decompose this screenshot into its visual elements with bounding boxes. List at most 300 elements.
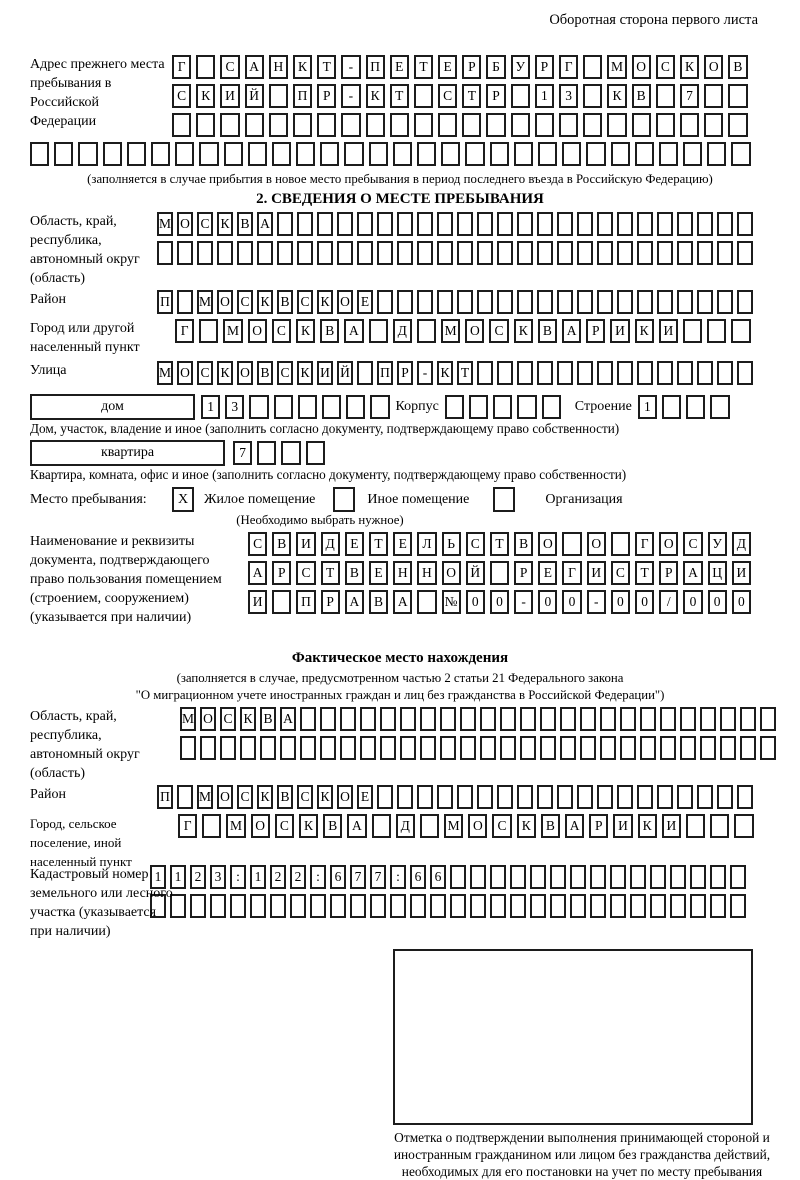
char-cell [690, 865, 706, 889]
char-cell: - [417, 361, 433, 385]
cell-row-kadastr-1 [150, 865, 770, 889]
char-cell [697, 212, 713, 236]
char-cell: К [437, 361, 453, 385]
char-cell [369, 142, 388, 166]
char-cell [557, 241, 573, 265]
char-cell [562, 142, 581, 166]
char-cell [657, 212, 673, 236]
char-cell [670, 894, 686, 918]
char-cell: О [200, 707, 216, 731]
char-cell: Т [457, 361, 473, 385]
char-cell [360, 707, 376, 731]
char-cell [277, 241, 293, 265]
char-cell [511, 113, 530, 137]
field-ulitsa [30, 361, 770, 390]
char-cell [281, 441, 300, 465]
char-cell [680, 707, 696, 731]
char-cell: П [293, 84, 312, 108]
char-cell [437, 241, 453, 265]
cell-row-fact-gorod [178, 814, 770, 838]
char-cell: Т [490, 532, 509, 556]
char-cell: Р [462, 55, 481, 79]
char-cell [417, 290, 433, 314]
char-cell: Б [486, 55, 505, 79]
char-cell: Ц [708, 561, 727, 585]
char-cell [380, 707, 396, 731]
char-cell: 1 [638, 395, 657, 419]
char-cell [686, 814, 705, 838]
char-cell [610, 894, 626, 918]
char-cell [357, 361, 373, 385]
prev-address-caption: (заполняется в случае прибытия в новое место пребывания в период последнего въезда в Российскую Федерацию) [87, 172, 713, 186]
gorod-label: Город или другой населенный пункт [30, 321, 140, 355]
char-cell [490, 865, 506, 889]
char-cell [202, 814, 221, 838]
char-cell [440, 707, 456, 731]
char-cell: 0 [562, 590, 581, 614]
char-cell: Д [732, 532, 751, 556]
char-cell [390, 894, 406, 918]
char-cell [637, 241, 653, 265]
char-cell [734, 814, 753, 838]
field-gorod [30, 319, 770, 361]
char-cell [417, 212, 433, 236]
char-cell [730, 865, 746, 889]
char-cell: Р [659, 561, 678, 585]
char-cell [369, 319, 388, 343]
char-cell [437, 785, 453, 809]
char-cell [717, 785, 733, 809]
char-cell [677, 241, 693, 265]
char-cell [380, 736, 396, 760]
char-cell [700, 707, 716, 731]
char-cell: М [607, 55, 626, 79]
char-cell: Е [357, 785, 373, 809]
char-cell [240, 736, 256, 760]
char-cell [490, 894, 506, 918]
char-cell [737, 241, 753, 265]
cell-row-fact-raion [157, 785, 770, 809]
char-cell: О [442, 561, 461, 585]
char-cell [657, 290, 673, 314]
char-cell: Т [317, 55, 336, 79]
char-cell [400, 736, 416, 760]
char-cell: О [177, 361, 193, 385]
char-cell: А [344, 319, 363, 343]
char-cell [457, 290, 473, 314]
char-cell [697, 361, 713, 385]
char-cell [717, 212, 733, 236]
char-cell: С [438, 84, 457, 108]
char-cell [490, 142, 509, 166]
header-note: Оборотная сторона первого листа [549, 12, 758, 28]
char-cell [410, 894, 426, 918]
char-cell [377, 785, 393, 809]
char-cell [293, 113, 312, 137]
fact-oblast-label: Область, край, республика, автономный округ (область) [30, 709, 140, 781]
char-cell [497, 212, 513, 236]
char-cell: У [511, 55, 530, 79]
char-cell [537, 241, 553, 265]
char-cell: Е [438, 55, 457, 79]
char-cell [397, 241, 413, 265]
char-cell: М [197, 290, 213, 314]
dom-caption: Дом, участок, владение и иное (заполнить согласно документу, подтверждающему право собственности) [30, 421, 620, 436]
char-cell: С [611, 561, 630, 585]
char-cell: К [514, 319, 533, 343]
char-cell [517, 241, 533, 265]
char-cell [357, 241, 373, 265]
char-cell [296, 142, 315, 166]
char-cell: С [272, 319, 291, 343]
char-cell [620, 707, 636, 731]
char-cell [577, 212, 593, 236]
char-cell [637, 361, 653, 385]
char-cell [230, 894, 246, 918]
char-cell [470, 894, 486, 918]
char-cell: А [257, 212, 273, 236]
char-cell: / [659, 590, 678, 614]
fact-raion-label: Район [30, 787, 66, 802]
char-cell [677, 361, 693, 385]
char-cell [462, 113, 481, 137]
mesto-note: (Необходимо выбрать нужное) [236, 513, 404, 527]
char-cell [710, 814, 729, 838]
char-cell: О [468, 814, 487, 838]
char-cell [577, 361, 593, 385]
char-cell: С [296, 561, 315, 585]
field-fact-oblast [30, 707, 770, 785]
char-cell: В [277, 785, 293, 809]
char-cell [470, 865, 486, 889]
char-cell [731, 319, 750, 343]
char-cell [477, 290, 493, 314]
fact-note-2: "О миграционном учете иностранных граждан и лиц без гражданства в Российской Федерации") [135, 688, 665, 702]
char-cell: Г [175, 319, 194, 343]
char-cell [597, 212, 613, 236]
char-cell [760, 707, 776, 731]
char-cell: Е [357, 290, 373, 314]
char-cell [420, 814, 439, 838]
char-cell [500, 736, 516, 760]
char-cell: О [337, 785, 353, 809]
char-cell [514, 142, 533, 166]
char-cell: : [390, 865, 406, 889]
fact-note-1: (заполняется в случае, предусмотренном частью 2 статьи 21 Федерального закона [176, 671, 624, 685]
char-cell: Е [393, 532, 412, 556]
char-cell: Т [414, 55, 433, 79]
char-cell [677, 290, 693, 314]
char-cell: Р [514, 561, 533, 585]
char-cell [737, 290, 753, 314]
char-cell: У [708, 532, 727, 556]
char-cell [597, 785, 613, 809]
char-cell: О [248, 319, 267, 343]
char-cell [731, 142, 750, 166]
char-cell [657, 361, 673, 385]
char-cell [298, 395, 317, 419]
char-cell: А [347, 814, 366, 838]
char-cell [457, 212, 473, 236]
char-cell [720, 736, 736, 760]
field-fact-raion [30, 785, 770, 814]
char-cell [520, 736, 536, 760]
char-cell: М [444, 814, 463, 838]
char-cell: 7 [680, 84, 699, 108]
char-cell: 3 [559, 84, 578, 108]
field-raion [30, 290, 770, 319]
char-cell: П [157, 785, 173, 809]
char-cell [562, 532, 581, 556]
char-cell: К [680, 55, 699, 79]
char-cell [248, 142, 267, 166]
char-cell: 0 [732, 590, 751, 614]
char-cell [199, 319, 218, 343]
char-cell [497, 241, 513, 265]
char-cell [269, 84, 288, 108]
char-cell [617, 241, 633, 265]
char-cell [670, 865, 686, 889]
char-cell [637, 212, 653, 236]
char-cell [637, 785, 653, 809]
char-cell: В [257, 361, 273, 385]
char-cell [740, 707, 756, 731]
char-cell: - [587, 590, 606, 614]
char-cell [677, 785, 693, 809]
char-cell [417, 590, 436, 614]
char-cell [377, 290, 393, 314]
cell-row-kadastr-2 [150, 894, 770, 918]
char-cell: В [277, 290, 293, 314]
char-cell: 0 [635, 590, 654, 614]
char-cell [760, 736, 776, 760]
char-cell: К [217, 212, 233, 236]
char-cell: П [157, 290, 173, 314]
char-cell: С [466, 532, 485, 556]
char-cell [517, 290, 533, 314]
char-cell [245, 113, 264, 137]
char-cell: Г [178, 814, 197, 838]
char-cell: 0 [466, 590, 485, 614]
kvartira-namebox: квартира [30, 440, 225, 466]
char-cell [224, 142, 243, 166]
char-cell [420, 707, 436, 731]
char-cell: Г [559, 55, 578, 79]
char-cell: : [230, 865, 246, 889]
char-cell: А [248, 561, 267, 585]
char-cell [597, 361, 613, 385]
char-cell: О [538, 532, 557, 556]
char-cell [704, 113, 723, 137]
char-cell [497, 290, 513, 314]
stamp-caption: Отметка о подтверждении выполнения принимающей стороной и иностранным гражданином или лицом без гражданства действий, необходимых для его постановки на учет по месту пребывания [393, 1130, 771, 1179]
char-cell: А [345, 590, 364, 614]
char-cell [290, 894, 306, 918]
char-cell [630, 894, 646, 918]
char-cell [686, 395, 705, 419]
char-cell [257, 441, 276, 465]
char-cell [477, 785, 493, 809]
char-cell [611, 532, 630, 556]
char-cell [437, 212, 453, 236]
char-cell [310, 894, 326, 918]
char-cell: Е [369, 561, 388, 585]
char-cell: К [196, 84, 215, 108]
char-cell: С [275, 814, 294, 838]
dom-namebox: дом [30, 394, 195, 420]
char-cell [730, 894, 746, 918]
char-cell [710, 865, 726, 889]
char-cell: К [366, 84, 385, 108]
char-cell [570, 865, 586, 889]
char-cell [597, 241, 613, 265]
char-cell [414, 113, 433, 137]
option-organizatsiya-label: Организация [545, 491, 623, 507]
char-cell [656, 113, 675, 137]
document-label: Наименование и реквизиты документа, подтверждающего право пользования помещением (строением, сооружением) (указывается при наличии) [30, 534, 222, 625]
cell-row-raion [157, 290, 770, 314]
stamp-box [393, 949, 753, 1125]
char-cell: С [683, 532, 702, 556]
char-cell [704, 84, 723, 108]
char-cell [460, 707, 476, 731]
char-cell: Т [369, 532, 388, 556]
char-cell [480, 736, 496, 760]
char-cell [151, 142, 170, 166]
char-cell: С [297, 785, 313, 809]
char-cell [237, 241, 253, 265]
char-cell: В [323, 814, 342, 838]
char-cell: Л [417, 532, 436, 556]
char-cell [430, 894, 446, 918]
char-cell [317, 241, 333, 265]
char-cell [635, 142, 654, 166]
char-cell: Е [538, 561, 557, 585]
char-cell [650, 894, 666, 918]
cell-row-prev-address-1 [172, 55, 770, 79]
char-cell [390, 113, 409, 137]
char-cell: И [296, 532, 315, 556]
char-cell: - [341, 55, 360, 79]
char-cell [220, 113, 239, 137]
char-cell [257, 241, 273, 265]
char-cell: К [317, 290, 333, 314]
char-cell [277, 212, 293, 236]
char-cell [662, 395, 681, 419]
char-cell [737, 361, 753, 385]
char-cell [320, 736, 336, 760]
char-cell [570, 894, 586, 918]
char-cell [640, 707, 656, 731]
char-cell: О [217, 785, 233, 809]
char-cell [583, 84, 602, 108]
char-cell [617, 290, 633, 314]
char-cell: Н [393, 561, 412, 585]
char-cell [617, 361, 633, 385]
char-cell: Й [245, 84, 264, 108]
char-cell: Й [466, 561, 485, 585]
char-cell: Р [272, 561, 291, 585]
cell-row-fact-oblast-2 [180, 736, 770, 760]
char-cell [54, 142, 73, 166]
char-cell [78, 142, 97, 166]
char-cell [683, 319, 702, 343]
char-cell: И [613, 814, 632, 838]
char-cell [717, 290, 733, 314]
char-cell [460, 736, 476, 760]
char-cell [542, 395, 561, 419]
char-cell: 1 [170, 865, 186, 889]
char-cell [690, 894, 706, 918]
row-mesto-prebyvaniya [30, 487, 770, 512]
char-cell [560, 736, 576, 760]
char-cell [480, 707, 496, 731]
option-zhiloe-label: Жилое помещение [204, 491, 316, 507]
char-cell [607, 113, 626, 137]
char-cell [457, 241, 473, 265]
char-cell [175, 142, 194, 166]
char-cell: М [197, 785, 213, 809]
char-cell [269, 113, 288, 137]
char-cell: 6 [410, 865, 426, 889]
char-cell [683, 142, 702, 166]
char-cell [414, 84, 433, 108]
char-cell: И [732, 561, 751, 585]
char-cell [200, 736, 216, 760]
char-cell [707, 319, 726, 343]
field-document [30, 532, 770, 646]
char-cell [535, 113, 554, 137]
char-cell [586, 142, 605, 166]
cell-row-korpus [445, 395, 561, 419]
char-cell [400, 707, 416, 731]
stroenie-label: Строение [574, 399, 632, 414]
char-cell: 0 [611, 590, 630, 614]
char-cell [210, 894, 226, 918]
char-cell [600, 707, 616, 731]
char-cell: О [587, 532, 606, 556]
char-cell [710, 395, 729, 419]
char-cell [397, 785, 413, 809]
char-cell: С [656, 55, 675, 79]
char-cell [490, 561, 509, 585]
char-cell: Н [417, 561, 436, 585]
checkbox-zhiloe: X [172, 487, 194, 512]
char-cell: К [635, 319, 654, 343]
char-cell: : [310, 865, 326, 889]
char-cell [510, 865, 526, 889]
ulitsa-label: Улица [30, 363, 67, 378]
char-cell [190, 894, 206, 918]
char-cell [177, 241, 193, 265]
char-cell: О [704, 55, 723, 79]
char-cell [372, 814, 391, 838]
char-cell [537, 785, 553, 809]
char-cell [617, 785, 633, 809]
char-cell: А [245, 55, 264, 79]
char-cell: Р [586, 319, 605, 343]
char-cell [497, 361, 513, 385]
char-cell [440, 736, 456, 760]
char-cell: А [280, 707, 296, 731]
cell-row-fact-oblast-1 [180, 707, 770, 731]
char-cell: В [541, 814, 560, 838]
char-cell: В [728, 55, 747, 79]
char-cell [340, 707, 356, 731]
char-cell [737, 212, 753, 236]
char-cell: И [317, 361, 333, 385]
char-cell: К [638, 814, 657, 838]
